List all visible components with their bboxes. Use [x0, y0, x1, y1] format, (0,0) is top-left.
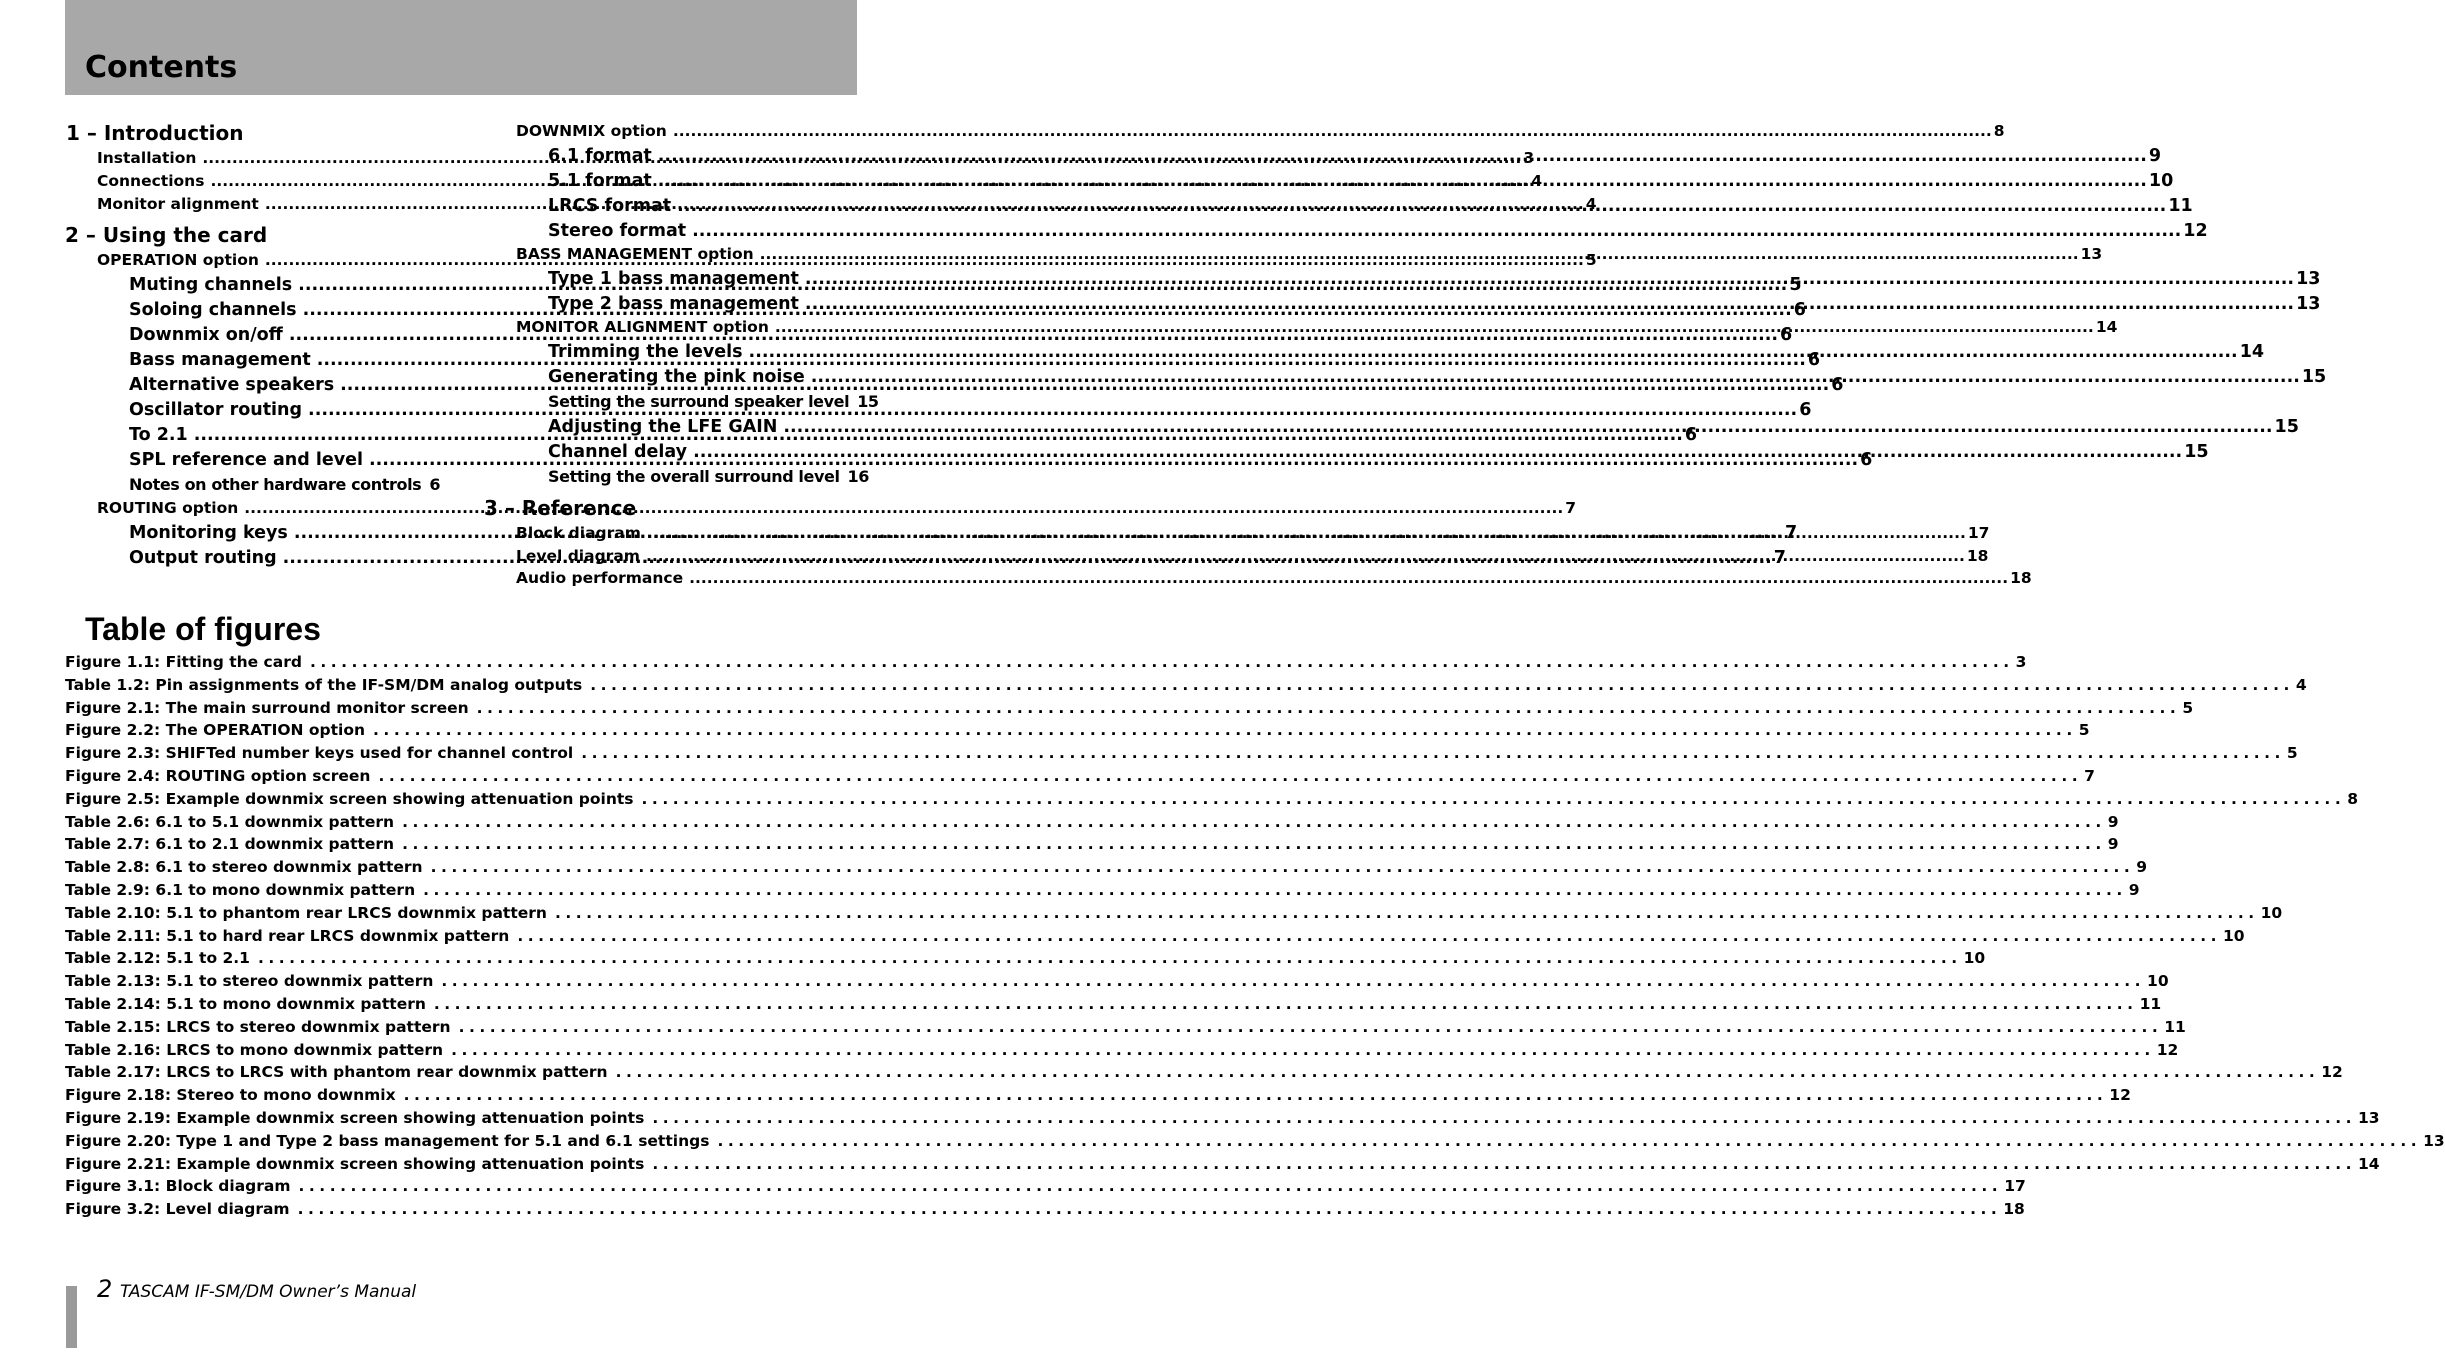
- toc-entry-page: 15: [857, 392, 879, 411]
- toc-entry[interactable]: [516, 318, 2118, 336]
- leader-dots: [298, 1200, 2002, 1218]
- leader-dots: [434, 995, 2138, 1013]
- figure-entry[interactable]: [65, 1154, 2380, 1173]
- toc-entry-label: Stereo format: [548, 221, 687, 241]
- figure-entry[interactable]: [65, 1109, 2380, 1127]
- figure-entry-page: 9: [2136, 858, 2148, 877]
- toc-entry-label: BASS MANAGEMENT option: [516, 245, 754, 263]
- figure-entry-label: Figure 2.1: The main surround monitor screen: [65, 698, 469, 717]
- toc-entry-page: 5: [1585, 251, 1597, 269]
- toc-entry-page: 13: [2080, 245, 2103, 263]
- figure-entry[interactable]: [65, 721, 2090, 740]
- toc-entry-page: 10: [2148, 171, 2174, 191]
- toc-entry-label: ROUTING option: [97, 499, 239, 517]
- figure-entry-page: 11: [2164, 1017, 2186, 1036]
- toc-entry-page: 4: [1585, 195, 1597, 213]
- toc-entry-page: 4: [1531, 172, 1543, 190]
- figure-entry[interactable]: [65, 1086, 2131, 1105]
- figure-entry-page: 10: [2260, 903, 2283, 922]
- toc-entry-label: Adjusting the LFE GAIN: [548, 417, 778, 437]
- footer-bar: [66, 1286, 77, 1348]
- toc-entry-label: OPERATION option: [97, 251, 259, 269]
- leader-dots: [402, 835, 2106, 853]
- toc-entry-page: 11: [2168, 196, 2193, 216]
- figure-entry[interactable]: [65, 949, 1986, 968]
- figure-entry-page: 9: [2107, 812, 2119, 831]
- figure-entry[interactable]: [65, 995, 2162, 1013]
- figure-entry-page: 17: [2004, 1177, 2026, 1196]
- figure-entry[interactable]: [65, 744, 2298, 763]
- toc-entry-page: 6: [1807, 350, 1821, 370]
- figure-entry-label: Table 2.14: 5.1 to mono downmix pattern: [65, 995, 426, 1013]
- toc-entry-label: Setting the surround speaker level: [548, 392, 850, 411]
- figure-entry[interactable]: [65, 903, 2283, 922]
- figure-entry[interactable]: [65, 698, 2194, 717]
- figure-entry[interactable]: [65, 767, 2095, 785]
- figure-entry-label: Figure 2.3: SHIFTed number keys used for channel control: [65, 744, 574, 763]
- leader-dots: [441, 972, 2145, 990]
- toc-entry-label: Installation: [97, 149, 197, 167]
- toc-entry-label: Oscillator routing: [129, 400, 303, 420]
- figure-entry-page: 10: [2147, 972, 2169, 991]
- toc-entry[interactable]: [548, 269, 2321, 289]
- leader-dots: [692, 221, 2181, 241]
- toc-entry[interactable]: [548, 171, 2174, 191]
- leader-dots: [404, 1086, 2108, 1104]
- toc-entry-page: 16: [847, 467, 869, 486]
- toc-entry[interactable]: [548, 342, 2265, 362]
- figures-title: Table of figures: [85, 611, 321, 647]
- figure-entry-label: Figure 2.18: Stereo to mono downmix: [65, 1086, 396, 1105]
- toc-entry-page: 6: [1860, 450, 1873, 470]
- toc-entry-page: 6: [1831, 375, 1844, 395]
- footer-text: TASCAM IF-SM/DM Owner’s Manual: [120, 1282, 417, 1302]
- figure-entry-page: 13: [2358, 1109, 2380, 1127]
- figure-entry[interactable]: [65, 675, 2307, 694]
- toc-entry-label: To 2.1: [129, 425, 188, 445]
- figure-entry-label: Table 2.12: 5.1 to 2.1: [65, 949, 250, 968]
- leader-dots: [299, 1177, 2003, 1195]
- toc-entry-label: Monitor alignment: [97, 195, 259, 213]
- figure-entry-label: Figure 2.4: ROUTING option screen: [65, 767, 371, 785]
- leader-dots: [642, 790, 2346, 808]
- figure-entry-label: Figure 2.21: Example downmix screen showing attenuation points: [65, 1154, 645, 1173]
- leader-dots: [378, 767, 2082, 785]
- toc-entry-label: Output routing: [129, 548, 277, 568]
- toc-entry-page: 14: [2095, 318, 2118, 336]
- toc-entry-page: 15: [2184, 442, 2209, 462]
- figure-entry-label: Table 2.17: LRCS to LRCS with phantom rear downmix pattern: [65, 1063, 608, 1082]
- toc-entry[interactable]: [548, 442, 2209, 462]
- figure-entry-page: 9: [2107, 835, 2119, 854]
- toc-entry-page: 6: [1780, 325, 1793, 345]
- figure-entry-label: Table 2.7: 6.1 to 2.1 downmix pattern: [65, 835, 395, 854]
- toc-entry[interactable]: [548, 367, 2327, 387]
- figure-entry-page: 12: [2109, 1086, 2131, 1105]
- figure-entry[interactable]: [65, 858, 2148, 877]
- toc-entry-page: 6: [429, 475, 441, 494]
- figure-entry[interactable]: [65, 812, 2119, 831]
- toc-entry[interactable]: [129, 475, 441, 494]
- figure-entry-page: 5: [2078, 721, 2090, 740]
- contents-banner: [65, 0, 857, 95]
- leader-dots: [517, 927, 2221, 945]
- leader-dots: [616, 1063, 2320, 1081]
- toc-entry-label: Bass management: [129, 350, 311, 370]
- toc-entry[interactable]: [516, 524, 1990, 542]
- figure-entry[interactable]: [65, 881, 2140, 899]
- toc-entry-label: 5.1 format: [548, 171, 652, 191]
- toc-entry-label: Audio performance: [516, 569, 684, 587]
- toc-entry-label: Muting channels: [129, 275, 293, 295]
- toc-entry-label: Block diagram: [516, 524, 641, 542]
- toc-entry[interactable]: [548, 417, 2299, 437]
- page-title: Contents: [85, 50, 238, 85]
- leader-dots: [451, 1041, 2155, 1059]
- toc-entry-page: 15: [2274, 417, 2299, 437]
- figure-entry[interactable]: [65, 653, 2027, 671]
- toc-entry-label: Generating the pink noise: [548, 367, 805, 387]
- toc-entry-label: Notes on other hardware controls: [129, 475, 422, 494]
- leader-dots: [646, 547, 1965, 565]
- toc-entry[interactable]: [548, 146, 2162, 166]
- toc-entry-page: 13: [2296, 294, 2321, 314]
- leader-dots: [783, 417, 2272, 437]
- leader-dots: [805, 294, 2294, 314]
- toc-section-title: 2 – Using the card: [65, 223, 268, 247]
- leader-dots: [590, 676, 2294, 694]
- figure-entry-page: 12: [2321, 1063, 2343, 1082]
- figure-entry-label: Table 2.13: 5.1 to stereo downmix pattern: [65, 972, 434, 991]
- toc-entry-label: Downmix on/off: [129, 325, 283, 345]
- toc-entry[interactable]: [548, 221, 2208, 241]
- leader-dots: [811, 367, 2300, 387]
- figure-entry-label: Table 2.9: 6.1 to mono downmix pattern: [65, 881, 416, 899]
- figure-entry-page: 7: [2084, 767, 2095, 785]
- toc-entry-label: Alternative speakers: [129, 375, 335, 395]
- toc-entry-label: Level diagram: [516, 546, 640, 565]
- toc-entry-label: 6.1 format: [548, 146, 652, 166]
- toc-entry-page: 6: [1684, 425, 1698, 445]
- leader-dots: [805, 269, 2294, 289]
- leader-dots: [373, 721, 2077, 739]
- leader-dots: [402, 813, 2106, 831]
- leader-dots: [717, 1132, 2421, 1150]
- leader-dots: [677, 196, 2166, 216]
- leader-dots: [652, 1155, 2356, 1173]
- figure-entry[interactable]: [65, 1177, 2026, 1196]
- toc-entry[interactable]: [516, 569, 2032, 587]
- toc-section-title: 1 – Introduction: [66, 121, 244, 145]
- figure-entry-page: 5: [2286, 744, 2298, 763]
- figure-entry-page: 13: [2423, 1131, 2445, 1150]
- toc-entry-page: 17: [1967, 524, 1990, 542]
- leader-dots: [555, 904, 2259, 922]
- toc-entry-label: SPL reference and level: [129, 450, 363, 470]
- toc-entry-page: 18: [2010, 569, 2032, 587]
- leader-dots: [423, 881, 2127, 899]
- figure-entry-label: Figure 2.2: The OPERATION option: [65, 721, 366, 740]
- toc-entry-label: Soloing channels: [129, 300, 297, 320]
- figure-entry-page: 11: [2139, 995, 2162, 1013]
- toc-entry-label: Setting the overall surround level: [548, 467, 840, 486]
- leader-dots: [581, 744, 2285, 762]
- figure-entry-page: 18: [2003, 1200, 2025, 1219]
- toc-entry[interactable]: [548, 294, 2321, 314]
- figure-entry[interactable]: [65, 1200, 2025, 1219]
- figure-entry[interactable]: [65, 1017, 2186, 1036]
- figure-entry-label: Figure 3.1: Block diagram: [65, 1177, 291, 1196]
- toc-entry-label: Connections: [97, 172, 205, 190]
- figure-entry-label: Table 2.8: 6.1 to stereo downmix pattern: [65, 858, 423, 877]
- toc-entry-label: LRCS format: [548, 196, 672, 216]
- leader-dots: [775, 318, 2094, 336]
- figure-entry-label: Figure 2.20: Type 1 and Type 2 bass management for 5.1 and 6.1 settings: [65, 1131, 710, 1150]
- figure-entry-page: 14: [2358, 1154, 2380, 1173]
- toc-entry-label: Channel delay: [548, 442, 688, 462]
- toc-entry-page: 9: [2148, 146, 2162, 166]
- toc-entry-page: 8: [1993, 122, 2005, 140]
- toc-entry-page: 7: [1785, 523, 1798, 543]
- toc-entry[interactable]: [516, 122, 2005, 140]
- toc-entry-label: Type 1 bass management: [548, 269, 799, 289]
- toc-entry-label: Monitoring keys: [129, 523, 288, 543]
- toc-entry[interactable]: [548, 196, 2193, 216]
- toc-entry-label: MONITOR ALIGNMENT option: [516, 318, 769, 336]
- leader-dots: [658, 146, 2147, 166]
- toc-entry-page: 13: [2296, 269, 2321, 289]
- leader-dots: [459, 1018, 2163, 1036]
- leader-dots: [673, 122, 1992, 140]
- figure-entry-label: Table 2.6: 6.1 to 5.1 downmix pattern: [65, 812, 395, 831]
- toc-entry-page: 12: [2183, 221, 2208, 241]
- figure-entry[interactable]: [65, 835, 2119, 854]
- toc-entry-page: 6: [1799, 400, 1812, 420]
- figure-entry-page: 8: [2347, 789, 2359, 808]
- figure-entry-label: Figure 2.19: Example downmix screen showing attenuation points: [65, 1109, 645, 1127]
- toc-section-title: 3 – Reference: [484, 496, 637, 520]
- figure-entry-label: Table 2.11: 5.1 to hard rear LRCS downmix pattern: [65, 926, 510, 945]
- figure-entry-page: 4: [2295, 675, 2307, 694]
- leader-dots: [749, 342, 2238, 362]
- figure-entry[interactable]: [65, 1131, 2445, 1150]
- toc-entry[interactable]: [548, 467, 869, 486]
- leader-dots: [244, 499, 1563, 517]
- figure-entry-page: 10: [2223, 926, 2245, 945]
- leader-dots: [431, 858, 2135, 876]
- toc-entry-page: 15: [2301, 367, 2327, 387]
- figure-entry[interactable]: [65, 926, 2245, 945]
- leader-dots: [477, 699, 2181, 717]
- toc-entry-page: 7: [1773, 548, 1786, 568]
- toc-entry-page: 5: [1789, 275, 1802, 295]
- figure-entry-label: Figure 2.5: Example downmix screen showing attenuation points: [65, 789, 634, 808]
- leader-dots: [258, 949, 1962, 967]
- leader-dots: [652, 1109, 2356, 1127]
- toc-entry-page: 7: [1565, 499, 1577, 517]
- toc-entry[interactable]: [548, 392, 879, 411]
- figure-entry-label: Figure 1.1: Fitting the card: [65, 653, 302, 671]
- leader-dots: [760, 245, 2079, 263]
- leader-dots: [647, 524, 1966, 542]
- figure-entry-page: 10: [1963, 949, 1986, 968]
- toc-entry-label: Trimming the levels: [548, 342, 743, 362]
- leader-dots: [658, 171, 2147, 191]
- toc-entry-label: DOWNMIX option: [516, 122, 667, 140]
- toc-entry-page: 18: [1966, 546, 1989, 565]
- figure-entry-page: 5: [2182, 698, 2194, 717]
- figure-entry-label: Table 2.10: 5.1 to phantom rear LRCS downmix pattern: [65, 903, 547, 922]
- toc-entry[interactable]: [516, 546, 1989, 565]
- figure-entry-label: Table 2.16: LRCS to mono downmix pattern: [65, 1040, 444, 1059]
- figure-entry-page: 3: [2015, 653, 2027, 671]
- figure-entry-label: Figure 3.2: Level diagram: [65, 1200, 290, 1219]
- footer-page-number: 2: [97, 1275, 113, 1303]
- figure-entry[interactable]: [65, 1063, 2343, 1082]
- toc-entry-page: 6: [1793, 300, 1806, 320]
- toc-entry[interactable]: [516, 245, 2103, 263]
- figure-entry-label: Table 2.15: LRCS to stereo downmix pattern: [65, 1017, 451, 1036]
- figure-entry[interactable]: [65, 1040, 2179, 1059]
- toc-entry-label: Type 2 bass management: [548, 294, 799, 314]
- figure-entry[interactable]: [65, 789, 2359, 808]
- toc-entry-page: 3: [1523, 149, 1535, 167]
- toc-entry-page: 14: [2239, 342, 2265, 362]
- figure-entry-label: Table 1.2: Pin assignments of the IF-SM/DM analog outputs: [65, 675, 583, 694]
- leader-dots: [689, 569, 2008, 587]
- figure-entry[interactable]: [65, 972, 2169, 991]
- figure-entry-page: 12: [2156, 1040, 2179, 1059]
- leader-dots: [693, 442, 2182, 462]
- leader-dots: [310, 653, 2014, 671]
- figure-entry-page: 9: [2128, 881, 2140, 899]
